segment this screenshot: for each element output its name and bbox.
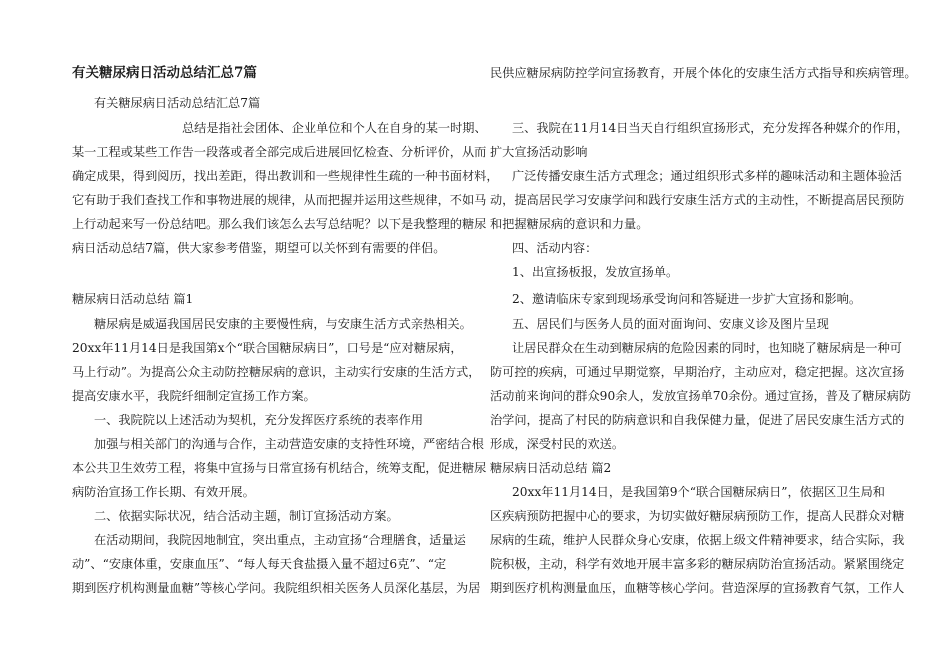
section-heading: 糖尿病日活动总结 篇2 <box>490 461 612 475</box>
body-line: 区疾病预防把握中心的要求，为切实做好糖尿病预防工作，提高人民群众对糖 <box>490 509 905 523</box>
body-line: 治学问，提高了村民的防病意识和自我保健力量，促进了居民安康生活方式的 <box>490 413 905 427</box>
body-line: 尿病的生疏，维护人民群众身心安康，依据上级文件精神要求，结合实际，我 <box>490 533 905 547</box>
intro-line: 某一工程或某些工作告一段落或者全部完成后进展回忆检查、分析评价，从而 <box>72 145 487 159</box>
body-line: 20xx年11月14日，是我国第9个“联合国糖尿病日”，依据区卫生局和 <box>512 485 885 499</box>
body-line: 本公共卫生效劳工程，将集中宣扬与日常宣扬有机结合，统筹支配，促进糖尿 <box>72 461 487 475</box>
intro-line: 上行动起来写一份总结吧。那么我们该怎么去写总结呢？以下是我整理的糖尿 <box>72 217 487 231</box>
body-line: 20xx年11月14日是我国第x个“联合国糖尿病日”，口号是“应对糖尿病， <box>72 341 463 355</box>
section-heading: 糖尿病日活动总结 篇1 <box>72 292 194 306</box>
body-line: 院积极，主动，科学有效地开展丰富多彩的糖尿病防治宣扬活动。紧紧围绕定 <box>490 557 905 571</box>
body-line: 一、我院院以上述活动为契机，充分发挥医疗系统的表率作用 <box>94 413 424 427</box>
document-subtitle: 有关糖尿病日活动总结汇总7篇 <box>94 96 261 110</box>
intro-line: 病日活动总结7篇，供大家参考借鉴，期望可以关怀到有需要的伴侣。 <box>72 241 446 255</box>
body-line: 二、依据实际状况，结合活动主题，制订宣扬活动方案。 <box>94 509 399 523</box>
intro-line: 它有助于我们查找工作和事物进展的规律，从而把握并运用这些规律，不如马 <box>72 193 487 207</box>
intro-line: 确定成果，得到阅历，找出差距，得出教训和一些规律性生疏的一种书面材料， <box>72 169 499 183</box>
intro-line: 总结是指社会团体、企业单位和个人在自身的某一时期、 <box>182 121 487 135</box>
body-line: 活动前来询问的群众90余人，发放宣扬单70余份。通过宣扬，普及了糖尿病防 <box>490 389 912 403</box>
body-line: 四、活动内容： <box>512 241 598 255</box>
body-line: 扩大宣扬活动影响 <box>490 145 588 159</box>
body-line: 动”、“安康体重，安康血压”、“每人每天食盐摄入量不超过6克”、“定 <box>72 557 447 571</box>
body-line: 期到医疗机构测量血压，血糖等核心学问。营造深厚的宣扬教育气氛，工作人 <box>490 581 905 595</box>
body-line: 马上行动”。为提高公众主动防控糖尿病的意识，主动实行安康的生活方式， <box>72 365 481 379</box>
body-line: 和把握糖尿病的意识和力量。 <box>490 217 649 231</box>
body-line: 糖尿病是威逼我国居民安康的主要慢性病，与安康生活方式亲热相关。 <box>94 317 472 331</box>
body-line: 让居民群众在生动到糖尿病的危险因素的同时，也知晓了糖尿病是一种可 <box>512 341 902 355</box>
body-line: 民供应糖尿病防控学问宣扬教育，开展个体化的安康生活方式指导和疾病管理。 <box>490 66 917 80</box>
body-line: 三、我院在11月14日当天自行组织宣扬形式，充分发挥各种媒介的作用， <box>512 121 909 135</box>
body-line: 加强与相关部门的沟通与合作，主动营造安康的支持性环境，严密结合根 <box>94 437 484 451</box>
document-title: 有关糖尿病日活动总结汇总7篇 <box>72 65 257 81</box>
body-line: 病防治宣扬工作长期、有效开展。 <box>72 485 255 499</box>
body-line: 期到医疗机构测量血糖”等核心学问。我院组织相关医务人员深化基层，为居 <box>72 581 481 595</box>
body-line: 动，提高居民学习安康学问和践行安康生活方式的主动性，不断提高居民预防 <box>490 193 905 207</box>
body-line: 1、出宣扬板报，发放宣扬单。 <box>512 265 679 279</box>
body-line: 防可控的疾病，可通过早期觉察，早期治疗，主动应对，稳定把握。这次宣扬 <box>490 365 905 379</box>
body-line: 在活动期间，我院因地制宜，突出重点，主动宣扬“合理膳食，适量运 <box>94 533 466 547</box>
body-line: 2、邀请临床专家到现场承受询问和答疑进一步扩大宣扬和影响。 <box>512 292 862 306</box>
body-line: 形成，深受村民的欢送。 <box>490 437 625 451</box>
body-line: 五、居民们与医务人员的面对面询问、安康义诊及图片呈现 <box>512 317 829 331</box>
body-line: 提高安康水平，我院纤细制定宣扬工作方案。 <box>72 389 316 403</box>
body-line: 广泛传播安康生活方式理念；通过组织形式多样的趣味活动和主题体验活 <box>512 169 902 183</box>
